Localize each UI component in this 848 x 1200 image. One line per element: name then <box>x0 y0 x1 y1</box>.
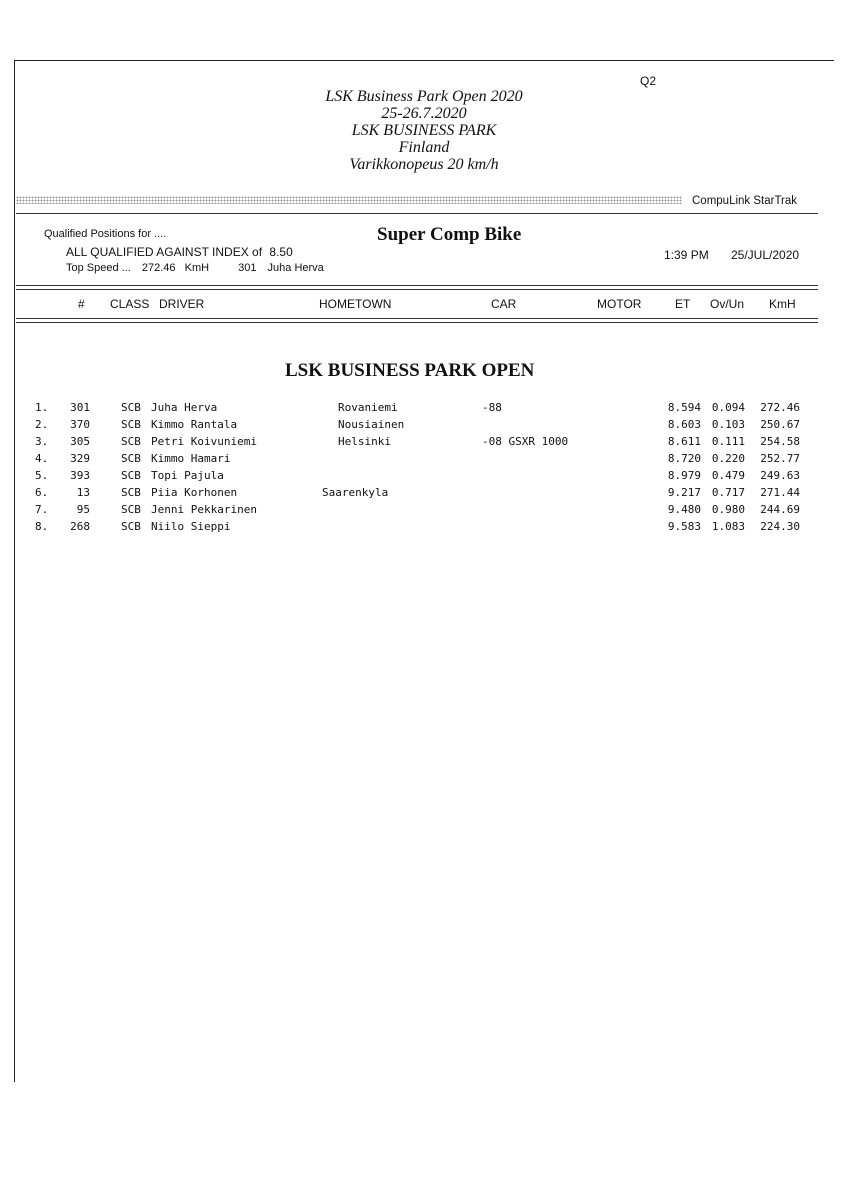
table-row <box>0 452 848 469</box>
position: 6. <box>35 486 49 499</box>
et: 9.480 <box>667 503 701 516</box>
car-number: 305 <box>70 435 90 448</box>
class: SCB <box>121 469 141 482</box>
car-number: 13 <box>76 486 90 499</box>
driver: Niilo Sieppi <box>151 520 231 533</box>
event-dates: 25-26.7.2020 <box>381 105 467 122</box>
columns-top-rule <box>16 285 818 286</box>
et: 8.603 <box>667 418 701 431</box>
ov-un: 0.103 <box>711 418 745 431</box>
columns-bottom-rule <box>16 318 818 319</box>
hometown: Rovaniemi <box>338 401 398 414</box>
kmh: 250.67 <box>760 418 800 431</box>
col-motor: MOTOR <box>597 297 642 311</box>
top-speed-value: 272.46 <box>141 262 176 274</box>
position: 5. <box>35 469 49 482</box>
kmh: 254.58 <box>760 435 800 448</box>
table-row <box>0 486 848 503</box>
timing-system-label: CompuLink StarTrak <box>692 195 798 207</box>
et: 9.217 <box>667 486 701 499</box>
kmh: 252.77 <box>760 452 800 465</box>
car-number: 268 <box>70 520 90 533</box>
driver: Kimmo Rantala <box>151 418 238 431</box>
top-speed-line <box>66 262 324 274</box>
ov-un: 0.980 <box>711 503 745 516</box>
kmh: 244.69 <box>760 503 800 516</box>
page-frame-top <box>14 60 834 61</box>
print-time: 1:39 PM <box>664 248 709 262</box>
hometown: Saarenkyla <box>322 486 389 499</box>
category-title: Super Comp Bike <box>377 224 522 245</box>
position: 8. <box>35 520 49 533</box>
class: SCB <box>121 503 141 516</box>
class: SCB <box>121 401 141 414</box>
col-car: CAR <box>491 297 517 311</box>
print-date: 25/JUL/2020 <box>731 248 800 262</box>
header-divider <box>16 213 818 214</box>
index-label: ALL QUALIFIED AGAINST INDEX of <box>66 245 263 259</box>
class: SCB <box>121 435 141 448</box>
et: 8.720 <box>667 452 701 465</box>
ov-un: 0.111 <box>711 435 745 448</box>
table-row <box>0 401 848 418</box>
table-row <box>0 469 848 486</box>
driver: Petri Koivuniemi <box>151 435 257 448</box>
et: 8.594 <box>667 401 701 414</box>
kmh: 224.30 <box>760 520 800 533</box>
columns-top-rule-2 <box>16 289 818 290</box>
top-speed-label: Top Speed ... <box>66 262 131 274</box>
position: 3. <box>35 435 49 448</box>
car-number: 329 <box>70 452 90 465</box>
col-class: CLASS <box>110 297 150 311</box>
driver: Juha Herva <box>151 401 218 414</box>
kmh: 271.44 <box>760 486 800 499</box>
event-pit-speed: Varikkonopeus 20 km/h <box>349 156 499 173</box>
class: SCB <box>121 520 141 533</box>
hometown: Helsinki <box>338 435 391 448</box>
col-hometown: HOMETOWN <box>319 297 392 311</box>
dotted-separator <box>16 196 682 204</box>
et: 8.979 <box>667 469 701 482</box>
position: 7. <box>35 503 49 516</box>
col-kmh: KmH <box>769 297 796 311</box>
class: SCB <box>121 418 141 431</box>
index-line <box>66 245 293 259</box>
top-speed-number: 301 <box>238 262 257 274</box>
hometown: Nousiainen <box>338 418 405 431</box>
page-frame-left <box>14 60 15 1082</box>
col-et: ET <box>675 297 691 311</box>
results-title: LSK BUSINESS PARK OPEN <box>285 360 535 381</box>
table-row <box>0 503 848 520</box>
kmh: 272.46 <box>760 401 800 414</box>
heat-label: Q2 <box>640 74 657 88</box>
ov-un: 0.094 <box>711 401 745 414</box>
col-ovun: Ov/Un <box>710 297 745 311</box>
event-country: Finland <box>398 139 450 156</box>
driver: Topi Pajula <box>151 469 224 482</box>
car-number: 393 <box>70 469 90 482</box>
kmh: 249.63 <box>760 469 800 482</box>
position: 2. <box>35 418 49 431</box>
driver: Piia Korhonen <box>151 486 238 499</box>
ov-un: 0.220 <box>711 452 745 465</box>
position: 1. <box>35 401 49 414</box>
ov-un: 1.083 <box>711 520 745 533</box>
top-speed-driver: Juha Herva <box>267 262 324 274</box>
table-row <box>0 520 848 537</box>
car-number: 370 <box>70 418 90 431</box>
car-number: 301 <box>70 401 90 414</box>
event-name: LSK Business Park Open 2020 <box>325 88 523 105</box>
columns-bottom-rule-2 <box>16 322 818 323</box>
event-venue: LSK BUSINESS PARK <box>351 122 497 139</box>
col-num: # <box>78 297 85 311</box>
ov-un: 0.717 <box>711 486 745 499</box>
position: 4. <box>35 452 49 465</box>
top-speed-unit: KmH <box>184 262 210 274</box>
qualified-positions-label: Qualified Positions for .... <box>44 228 167 240</box>
driver: Jenni Pekkarinen <box>151 503 257 516</box>
class: SCB <box>121 486 141 499</box>
class: SCB <box>121 452 141 465</box>
car: -88 <box>482 401 502 414</box>
car: -08 GSXR 1000 <box>482 435 569 448</box>
table-row <box>0 435 848 452</box>
ov-un: 0.479 <box>711 469 745 482</box>
car-number: 95 <box>76 503 90 516</box>
et: 8.611 <box>667 435 701 448</box>
col-driver: DRIVER <box>159 297 205 311</box>
index-value: 8.50 <box>269 245 293 259</box>
table-row <box>0 418 848 435</box>
driver: Kimmo Hamari <box>151 452 231 465</box>
et: 9.583 <box>667 520 701 533</box>
